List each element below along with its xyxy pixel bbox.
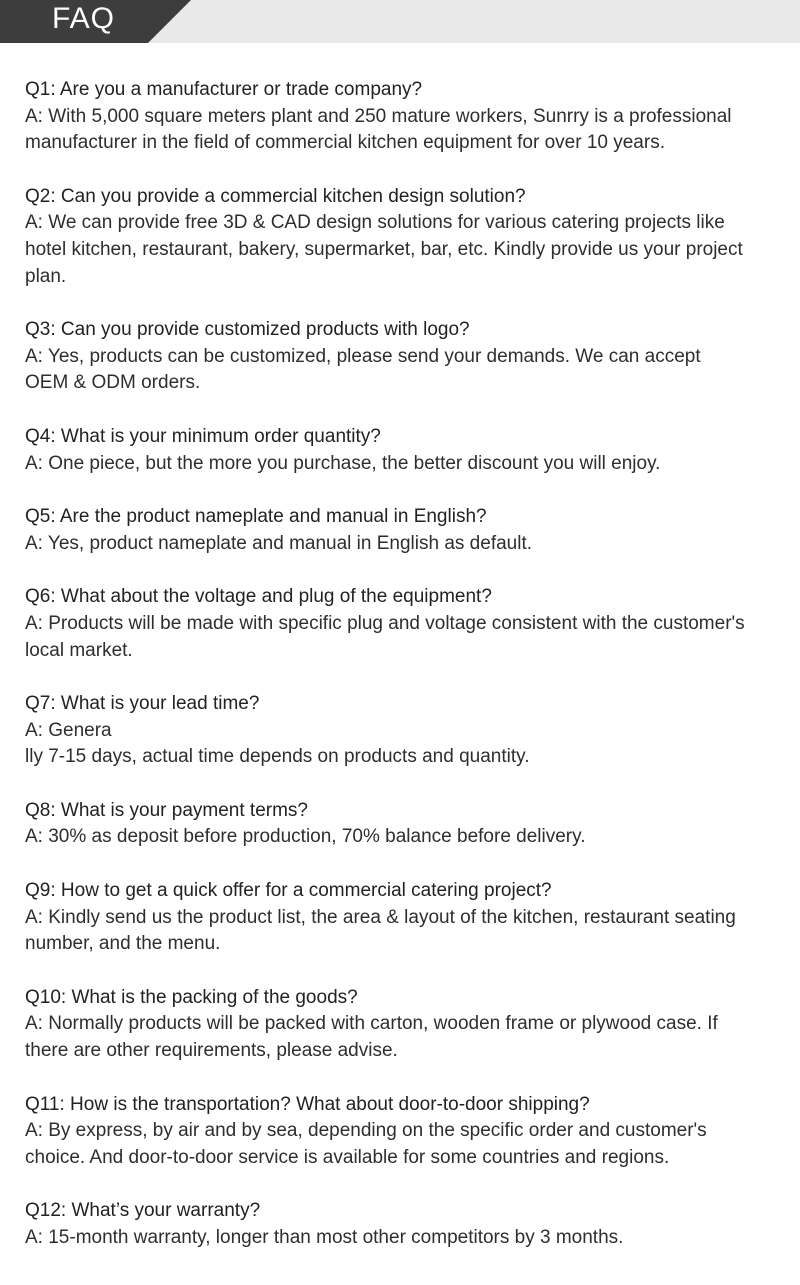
faq-answer-line: A: Products will be made with specific plug and voltage consistent with the customer's (25, 612, 745, 634)
faq-question: Q4: What is your minimum order quantity? (25, 425, 381, 447)
faq-question: Q8: What is your payment terms? (25, 799, 308, 821)
faq-item (25, 317, 785, 397)
faq-answer-line: manufacturer in the field of commercial kitchen equipment for over 10 years. (25, 132, 665, 154)
faq-item (25, 1198, 785, 1251)
faq-answer-line: A: Yes, product nameplate and manual in English as default. (25, 532, 533, 554)
faq-item (25, 584, 785, 664)
faq-answer-line: lly 7-15 days, actual time depends on products and quantity. (25, 746, 530, 768)
faq-question: Q11: How is the transportation? What about door-to-door shipping? (25, 1093, 590, 1115)
page-title: FAQ (52, 2, 116, 35)
header-bar (0, 0, 800, 43)
faq-answer-line: OEM & ODM orders. (25, 372, 201, 394)
faq-answer-line: A: We can provide free 3D & CAD design solutions for various catering projects like (25, 212, 725, 234)
faq-answer-line: number, and the menu. (25, 933, 221, 955)
faq-item (25, 985, 785, 1065)
faq-question: Q12: What’s your warranty? (25, 1200, 261, 1222)
faq-item (25, 504, 785, 557)
faq-answer-line: choice. And door-to-door service is available for some countries and regions. (25, 1146, 670, 1168)
faq-answer-line: plan. (25, 265, 67, 287)
faq-answer-line: A: With 5,000 square meters plant and 250 mature workers, Sunrry is a professional (25, 105, 732, 127)
faq-answer-line: A: Normally products will be packed with carton, wooden frame or plywood case. If (25, 1013, 718, 1035)
faq-question: Q5: Are the product nameplate and manual in English? (25, 506, 487, 528)
faq-item (25, 184, 785, 290)
faq-question: Q2: Can you provide a commercial kitchen design solution? (25, 185, 526, 207)
faq-answer-line: local market. (25, 639, 133, 661)
faq-answer-line: A: One piece, but the more you purchase, the better discount you will enjoy. (25, 452, 661, 474)
faq-answer-line: A: Yes, products can be customized, please send your demands. We can accept (25, 345, 701, 367)
faq-answer-line: A: 15-month warranty, longer than most other competitors by 3 months. (25, 1227, 624, 1248)
faq-item (25, 77, 785, 157)
faq-item (25, 1092, 785, 1172)
faq-question: Q1: Are you a manufacturer or trade company? (25, 79, 423, 100)
faq-answer-line: hotel kitchen, restaurant, bakery, supermarket, bar, etc. Kindly provide us your project (25, 238, 743, 260)
faq-question: Q9: How to get a quick offer for a commercial catering project? (25, 880, 552, 902)
faq-item (25, 878, 785, 958)
faq-question: Q10: What is the packing of the goods? (25, 986, 358, 1008)
faq-item (25, 798, 785, 851)
faq-question: Q6: What about the voltage and plug of the equipment? (25, 586, 492, 608)
faq-answer-line: A: Genera (25, 719, 112, 741)
faq-answer-line: A: 30% as deposit before production, 70% balance before delivery. (25, 826, 586, 848)
faq-answer-line: A: Kindly send us the product list, the area & layout of the kitchen, restaurant seating (25, 906, 736, 928)
faq-item (25, 691, 785, 771)
faq-item (25, 424, 785, 477)
faq-answer-line: A: By express, by air and by sea, depending on the specific order and customer's (25, 1120, 707, 1142)
faq-question: Q3: Can you provide customized products with logo? (25, 319, 470, 341)
faq-answer-line: there are other requirements, please advise. (25, 1040, 398, 1062)
faq-question: Q7: What is your lead time? (25, 693, 260, 715)
faq-list (25, 77, 785, 1252)
